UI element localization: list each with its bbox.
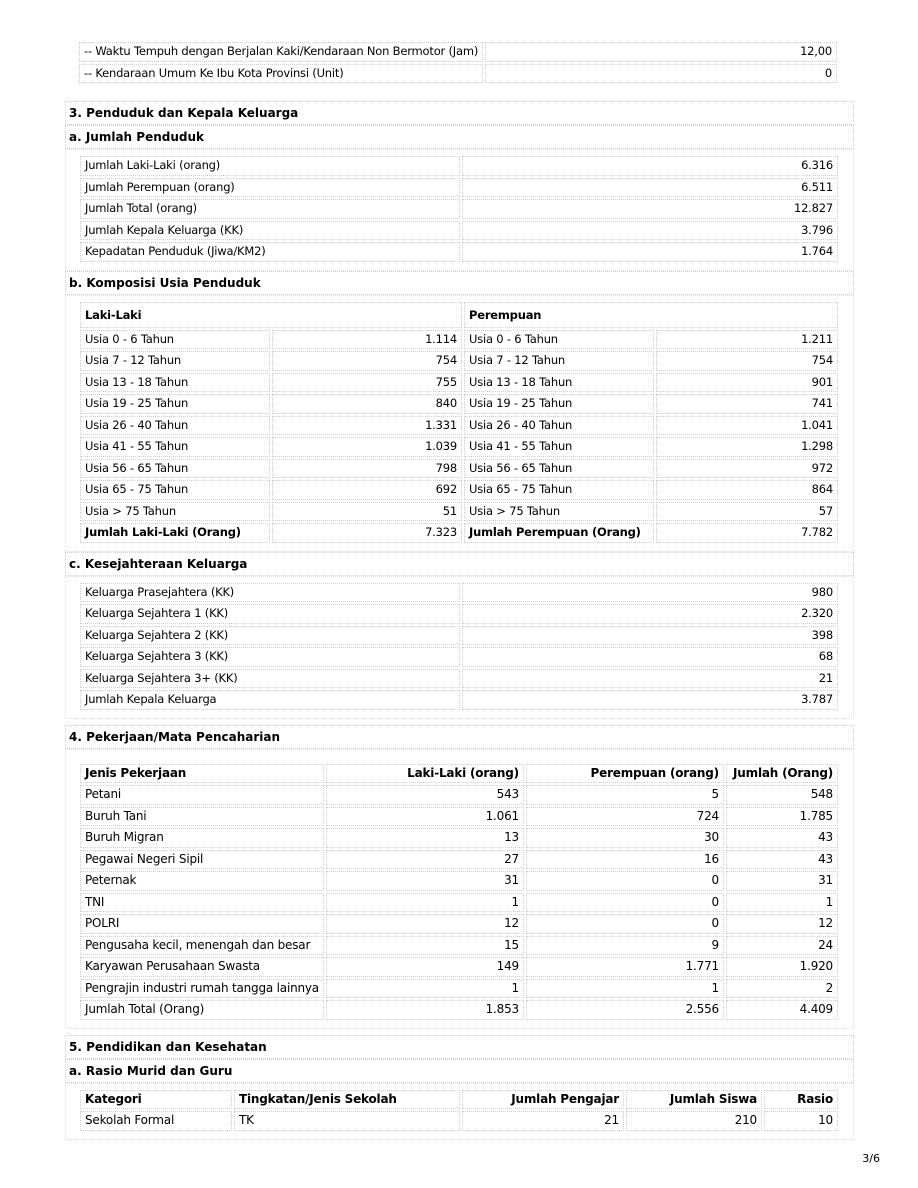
row-label: Jumlah Kepala Keluarga — [80, 690, 460, 710]
table-row — [80, 480, 838, 500]
column-header: Kategori — [80, 1090, 232, 1110]
total-row — [80, 523, 838, 543]
table-row — [80, 242, 838, 262]
job-value: 1 — [326, 979, 524, 999]
table-header-row — [80, 1090, 838, 1110]
male-age-label: Usia 65 - 75 Tahun — [80, 480, 270, 500]
female-age-label: Usia 7 - 12 Tahun — [464, 351, 654, 371]
column-header: Jumlah (Orang) — [726, 764, 838, 784]
table-row — [80, 437, 838, 457]
table-row — [80, 351, 838, 371]
job-value: 27 — [326, 850, 524, 870]
section-5-title: 5. Pendidikan dan Kesehatan — [65, 1035, 854, 1059]
table-row — [80, 979, 838, 999]
top-table-wrap — [65, 40, 854, 85]
job-value: 2.556 — [526, 1000, 724, 1020]
male-age-label: Usia 19 - 25 Tahun — [80, 394, 270, 414]
section-3b-wrap — [65, 295, 854, 552]
female-age-label: Usia 65 - 75 Tahun — [464, 480, 654, 500]
female-age-value: 901 — [656, 373, 838, 393]
row-value: 398 — [462, 626, 838, 646]
top-table — [77, 40, 839, 85]
male-age-value: 754 — [272, 351, 462, 371]
job-value: 543 — [326, 785, 524, 805]
table-row — [80, 850, 838, 870]
job-value: 31 — [326, 871, 524, 891]
row-value: 12.827 — [462, 199, 838, 219]
job-value: 0 — [526, 871, 724, 891]
row-value: 2.320 — [462, 604, 838, 624]
female-age-label: Usia 0 - 6 Tahun — [464, 330, 654, 350]
report-page — [65, 40, 854, 1140]
male-age-value: 692 — [272, 480, 462, 500]
male-age-value: 755 — [272, 373, 462, 393]
column-header: Jumlah Pengajar — [462, 1090, 624, 1110]
job-value: 1.771 — [526, 957, 724, 977]
job-label: Pengrajin industri rumah tangga lainnya — [80, 979, 324, 999]
female-total-label: Jumlah Perempuan (Orang) — [464, 523, 654, 543]
table-header-row — [80, 302, 838, 328]
male-age-label: Usia 7 - 12 Tahun — [80, 351, 270, 371]
row-value: 0 — [485, 64, 837, 84]
job-label: Peternak — [80, 871, 324, 891]
male-age-label: Usia 56 - 65 Tahun — [80, 459, 270, 479]
row-label: Jumlah Perempuan (orang) — [80, 178, 460, 198]
table-row — [80, 502, 838, 522]
column-header: Jenis Pekerjaan — [80, 764, 324, 784]
job-label: Buruh Migran — [80, 828, 324, 848]
job-label: Pengusaha kecil, menengah dan besar — [80, 936, 324, 956]
table-row — [80, 957, 838, 977]
table-row — [80, 1111, 838, 1131]
table-row — [80, 914, 838, 934]
job-value: 16 — [526, 850, 724, 870]
job-value: 1.785 — [726, 807, 838, 827]
job-value: 0 — [526, 893, 724, 913]
table-row — [80, 459, 838, 479]
table-row — [80, 893, 838, 913]
column-header: Laki-Laki (orang) — [326, 764, 524, 784]
job-label: Buruh Tani — [80, 807, 324, 827]
female-age-value: 972 — [656, 459, 838, 479]
job-value: 5 — [526, 785, 724, 805]
table-row — [80, 871, 838, 891]
table-cell: 10 — [764, 1111, 838, 1131]
job-value: 1 — [726, 893, 838, 913]
table-row — [80, 647, 838, 667]
male-age-label: Usia 26 - 40 Tahun — [80, 416, 270, 436]
table-row — [80, 936, 838, 956]
male-age-label: Usia > 75 Tahun — [80, 502, 270, 522]
male-age-label: Usia 13 - 18 Tahun — [80, 373, 270, 393]
column-header: Rasio — [764, 1090, 838, 1110]
female-age-label: Usia 41 - 55 Tahun — [464, 437, 654, 457]
job-value: 30 — [526, 828, 724, 848]
row-label: Jumlah Kepala Keluarga (KK) — [80, 221, 460, 241]
male-age-value: 1.039 — [272, 437, 462, 457]
row-label: Jumlah Laki-Laki (orang) — [80, 156, 460, 176]
rasio-table — [78, 1088, 840, 1133]
table-row — [80, 1000, 838, 1020]
female-age-label: Usia 19 - 25 Tahun — [464, 394, 654, 414]
table-row — [80, 199, 838, 219]
page-number: 3/6 — [862, 1152, 880, 1165]
row-label: Kepadatan Penduduk (Jiwa/KM2) — [80, 242, 460, 262]
job-value: 0 — [526, 914, 724, 934]
row-label: Keluarga Prasejahtera (KK) — [80, 583, 460, 603]
row-value: 21 — [462, 669, 838, 689]
row-value: 3.787 — [462, 690, 838, 710]
job-value: 43 — [726, 850, 838, 870]
row-label: Keluarga Sejahtera 2 (KK) — [80, 626, 460, 646]
job-value: 1.061 — [326, 807, 524, 827]
job-label: TNI — [80, 893, 324, 913]
job-value: 43 — [726, 828, 838, 848]
section-3a-title: a. Jumlah Penduduk — [65, 125, 854, 149]
female-age-value: 1.041 — [656, 416, 838, 436]
male-age-value: 798 — [272, 459, 462, 479]
section-3-title: 3. Penduduk dan Kepala Keluarga — [65, 101, 854, 125]
male-age-value: 51 — [272, 502, 462, 522]
row-label: -- Kendaraan Umum Ke Ibu Kota Provinsi (Unit) — [79, 64, 483, 84]
job-value: 4.409 — [726, 1000, 838, 1020]
table-row — [80, 394, 838, 414]
male-age-value: 1.114 — [272, 330, 462, 350]
female-age-label: Usia 26 - 40 Tahun — [464, 416, 654, 436]
male-total-label: Jumlah Laki-Laki (Orang) — [80, 523, 270, 543]
job-value: 31 — [726, 871, 838, 891]
row-label: -- Waktu Tempuh dengan Berjalan Kaki/Kendaraan Non Bermotor (Jam) — [79, 42, 483, 62]
section-4-title: 4. Pekerjaan/Mata Pencaharian — [65, 725, 854, 749]
job-value: 9 — [526, 936, 724, 956]
row-value: 6.511 — [462, 178, 838, 198]
table-row — [79, 42, 837, 62]
female-age-value: 741 — [656, 394, 838, 414]
job-value: 24 — [726, 936, 838, 956]
table-row — [79, 64, 837, 84]
job-value: 1 — [526, 979, 724, 999]
job-value: 548 — [726, 785, 838, 805]
table-row — [80, 330, 838, 350]
female-age-value: 1.211 — [656, 330, 838, 350]
column-header: Tingkatan/Jenis Sekolah — [234, 1090, 460, 1110]
job-value: 149 — [326, 957, 524, 977]
kesejahteraan-table — [78, 581, 840, 712]
female-total-value: 7.782 — [656, 523, 838, 543]
table-cell: Sekolah Formal — [80, 1111, 232, 1131]
row-value: 980 — [462, 583, 838, 603]
job-value: 1.853 — [326, 1000, 524, 1020]
job-value: 1.920 — [726, 957, 838, 977]
section-3c-title: c. Kesejahteraan Keluarga — [65, 552, 854, 576]
section-5a-wrap — [65, 1083, 854, 1140]
job-value: 1 — [326, 893, 524, 913]
section-5a-title: a. Rasio Murid dan Guru — [65, 1059, 854, 1083]
section-4-wrap — [65, 749, 854, 1029]
table-row — [80, 828, 838, 848]
table-row — [80, 604, 838, 624]
table-row — [80, 583, 838, 603]
male-age-value: 1.331 — [272, 416, 462, 436]
male-age-value: 840 — [272, 394, 462, 414]
header-perempuan: Perempuan — [464, 302, 838, 328]
male-age-label: Usia 0 - 6 Tahun — [80, 330, 270, 350]
table-row — [80, 690, 838, 710]
table-header-row — [80, 764, 838, 784]
job-label: Petani — [80, 785, 324, 805]
row-label: Keluarga Sejahtera 3+ (KK) — [80, 669, 460, 689]
jumlah-penduduk-table — [78, 154, 840, 264]
table-row — [80, 221, 838, 241]
table-cell: TK — [234, 1111, 460, 1131]
table-cell: 210 — [626, 1111, 762, 1131]
job-label: Jumlah Total (Orang) — [80, 1000, 324, 1020]
job-value: 2 — [726, 979, 838, 999]
table-row — [80, 785, 838, 805]
table-row — [80, 626, 838, 646]
male-age-label: Usia 41 - 55 Tahun — [80, 437, 270, 457]
header-laki-laki: Laki-Laki — [80, 302, 462, 328]
row-value: 6.316 — [462, 156, 838, 176]
job-label: Pegawai Negeri Sipil — [80, 850, 324, 870]
row-label: Keluarga Sejahtera 3 (KK) — [80, 647, 460, 667]
table-row — [80, 156, 838, 176]
female-age-label: Usia 13 - 18 Tahun — [464, 373, 654, 393]
female-age-label: Usia > 75 Tahun — [464, 502, 654, 522]
female-age-value: 864 — [656, 480, 838, 500]
table-row — [80, 416, 838, 436]
job-value: 15 — [326, 936, 524, 956]
job-value: 13 — [326, 828, 524, 848]
female-age-value: 1.298 — [656, 437, 838, 457]
job-label: Karyawan Perusahaan Swasta — [80, 957, 324, 977]
komposisi-usia-table — [78, 300, 840, 545]
job-value: 12 — [726, 914, 838, 934]
female-age-value: 57 — [656, 502, 838, 522]
pekerjaan-table — [78, 762, 840, 1022]
table-row — [80, 807, 838, 827]
table-cell: 21 — [462, 1111, 624, 1131]
section-3b-title: b. Komposisi Usia Penduduk — [65, 271, 854, 295]
row-value: 12,00 — [485, 42, 837, 62]
row-label: Jumlah Total (orang) — [80, 199, 460, 219]
row-label: Keluarga Sejahtera 1 (KK) — [80, 604, 460, 624]
column-header: Jumlah Siswa — [626, 1090, 762, 1110]
table-row — [80, 373, 838, 393]
job-label: POLRI — [80, 914, 324, 934]
female-age-value: 754 — [656, 351, 838, 371]
table-row — [80, 178, 838, 198]
section-3c-wrap — [65, 576, 854, 719]
table-row — [80, 669, 838, 689]
job-value: 12 — [326, 914, 524, 934]
job-value: 724 — [526, 807, 724, 827]
female-age-label: Usia 56 - 65 Tahun — [464, 459, 654, 479]
section-3a-wrap — [65, 149, 854, 271]
row-value: 68 — [462, 647, 838, 667]
row-value: 3.796 — [462, 221, 838, 241]
male-total-value: 7.323 — [272, 523, 462, 543]
row-value: 1.764 — [462, 242, 838, 262]
column-header: Perempuan (orang) — [526, 764, 724, 784]
